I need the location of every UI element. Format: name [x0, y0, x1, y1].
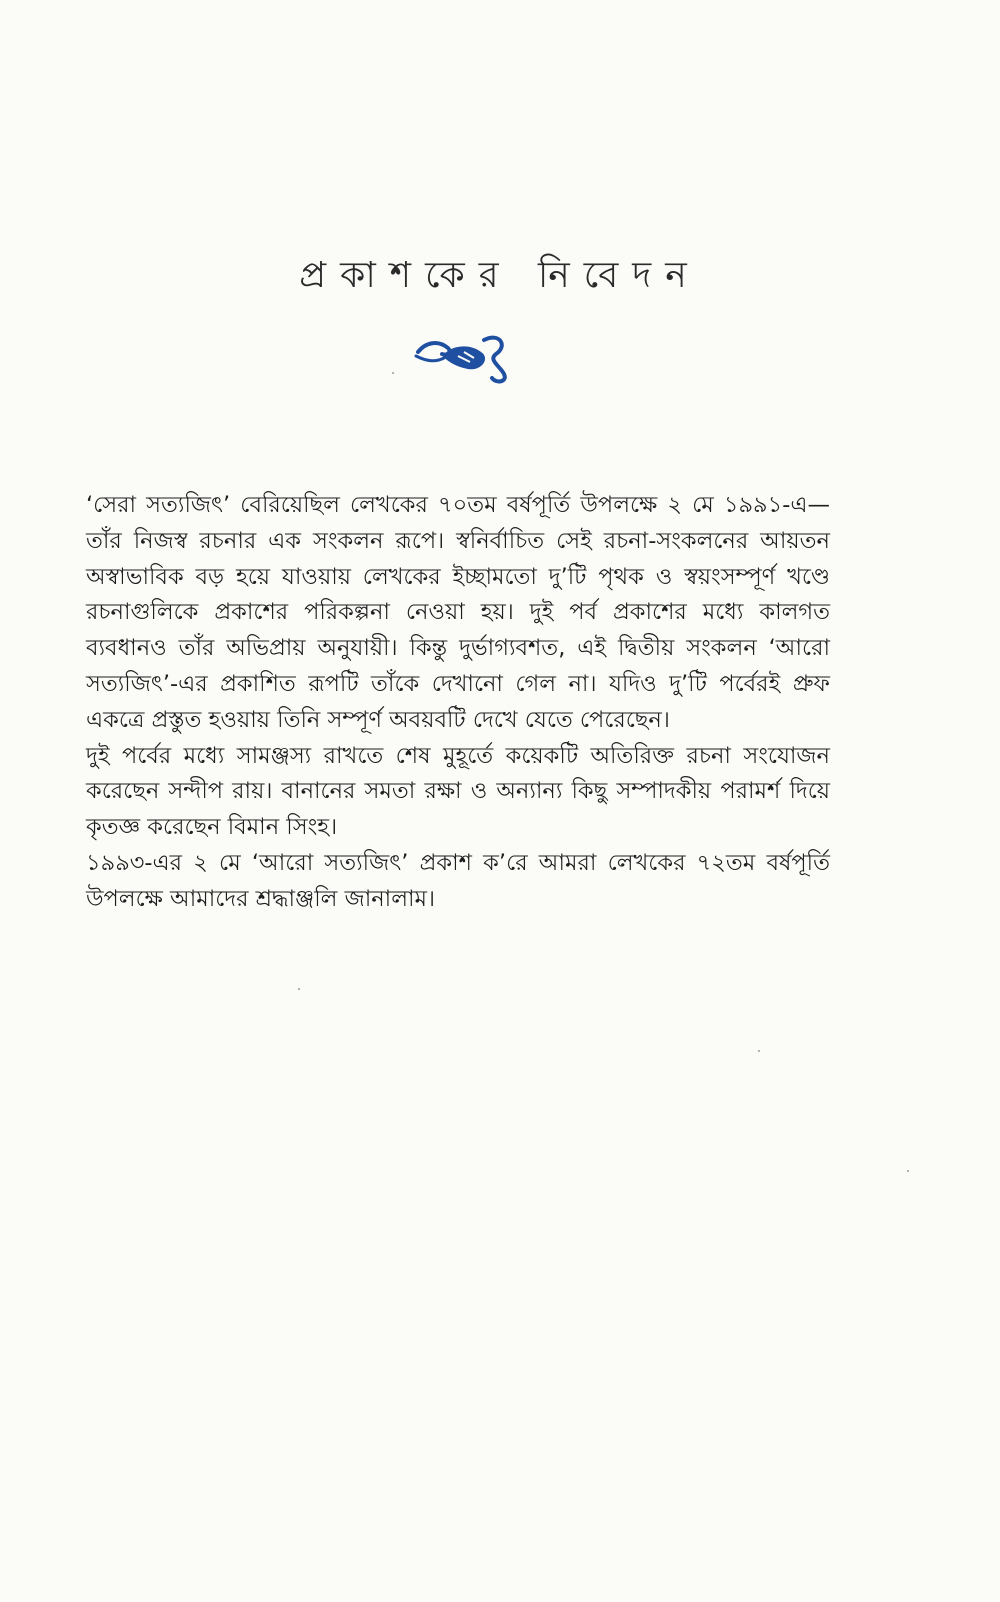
paper-speck	[907, 1170, 909, 1172]
paper-speck	[392, 372, 394, 374]
paper-speck	[758, 1050, 760, 1052]
ornament-icon	[408, 322, 518, 386]
paper-speck	[298, 988, 300, 990]
page-title: প্রকাশকের নিবেদন	[299, 255, 701, 296]
preface-body	[86, 488, 830, 918]
paragraph-3: ১৯৯৩-এর ২ মে ‘আরো সত্যজিৎ’ প্রকাশ ক’রে আমরা লেখকের ৭২তম বর্ষপূর্তি উপলক্ষে আমাদের শ্রদ্ধাঞ্জলি জানালাম।	[86, 849, 830, 912]
paragraph-2: দুই পর্বের মধ্যে সামঞ্জস্য রাখতে শেষ মুহূর্তে কয়েকটি অতিরিক্ত রচনা সংযোজন করেছেন সন্দীপ রায়। বানানের সমতা রক্ষা ও অন্যান্য কিছু সম্পাদকীয় পরামর্শ দিয়ে কৃতজ্ঞ করেছেন বিমান সিংহ।	[86, 742, 830, 841]
paragraph-1: ‘সেরা সত্যজিৎ’ বেরিয়েছিল লেখকের ৭০তম বর্ষপূর্তি উপলক্ষে ২ মে ১৯৯১-এ—তাঁর নিজস্ব রচনার এক সংকলন রূপে। স্বনির্বাচিত সেই রচনা-সংকলনের আয়তন অস্বাভাবিক বড় হয়ে যাওয়ায় লেখকের ইচ্ছামতো দু’টি পৃথক ও স্বয়ংসম্পূর্ণ খণ্ডে রচনাগুলিকে প্রকাশের পরিকল্পনা নেওয়া হয়। দুই পর্ব প্রকাশের মধ্যে কালগত ব্যবধানও তাঁর অভিপ্রায় অনুযায়ী। কিন্তু দুর্ভাগ্যবশত, এই দ্বিতীয় সংকলন ‘আরো সত্যজিৎ’-এর প্রকাশিত রূপটি তাঁকে দেখানো গেল না। যদিও দু’টি পর্বেরই প্রুফ একত্রে প্রস্তুত হওয়ায় তিনি সম্পূর্ণ অবয়বটি দেখে যেতে পেরেছেন।	[86, 492, 830, 733]
